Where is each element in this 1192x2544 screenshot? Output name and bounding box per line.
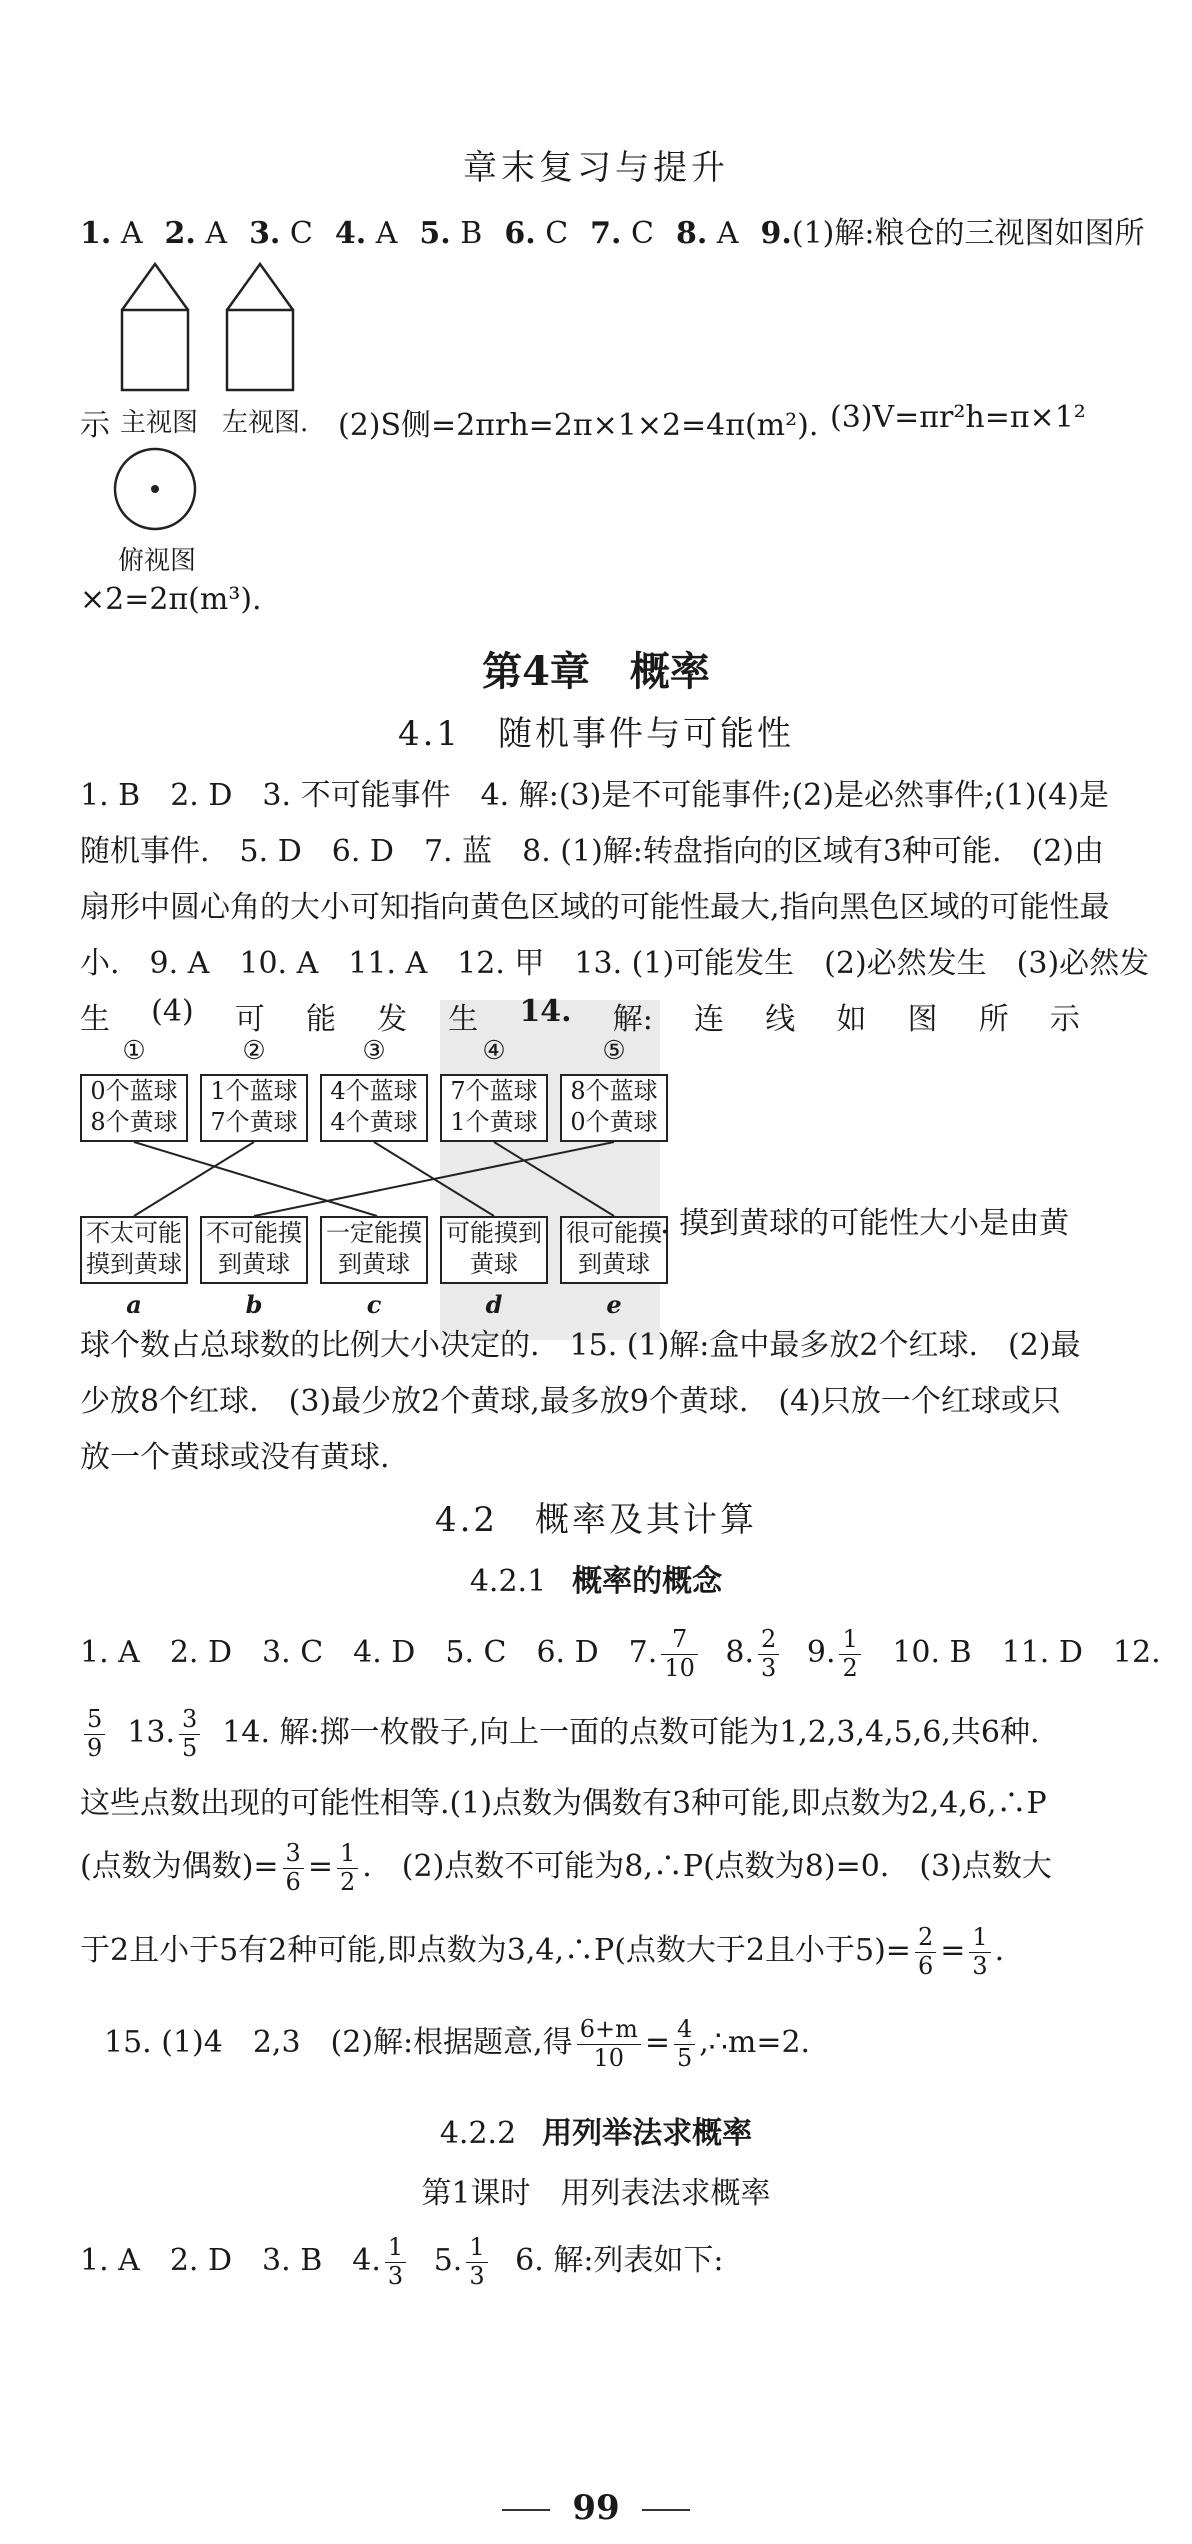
bottom-likelihood-box: 不太可能 摸到黄球 [80, 1216, 188, 1284]
diagram-letter: d [485, 1290, 503, 1319]
review-answer-part: A [707, 216, 739, 251]
fraction: $\frac{1}{2}$ [337, 1840, 358, 1896]
s41-line-1: 1. B 2. D 3. 不可能事件 4. 解:(3)是不可能事件;(2)是必然事件;(1)(4)是 [80, 778, 1110, 813]
review-answer-part: C [621, 216, 654, 251]
top-view-caption: 俯视图 [118, 546, 197, 576]
diagram-number: ① [122, 1036, 146, 1066]
diagram-letter: a [126, 1290, 142, 1319]
diagram-number: ③ [362, 1036, 386, 1066]
chapter-title: 第4章 概率 [482, 648, 710, 695]
fraction: $\frac{1}{3}$ [969, 1924, 990, 1980]
fraction: $\frac{2}{6}$ [915, 1924, 936, 1980]
justified-word: 可 [234, 1002, 265, 1037]
justified-word: 示 [1049, 1002, 1080, 1037]
review-answer-part: 4. [334, 216, 367, 251]
justified-word: 如 [836, 1002, 867, 1037]
review-answer-part: 7. [590, 216, 622, 251]
review-answer-part: A [366, 216, 398, 251]
section-4-2-1-number: 4.2.1 [469, 1564, 547, 1599]
section-4-1-title: 4.1 随机事件与可能性 [397, 714, 795, 754]
fraction: $\frac{5}{9}$ [84, 1706, 105, 1762]
lesson-title: 第1课时 用列表法求概率 [421, 2176, 771, 2211]
section-4-2-1-name: 概率的概念 [572, 1564, 723, 1599]
diagram-number: ⑤ [602, 1036, 626, 1066]
review-answer-part: 2. [164, 216, 196, 251]
footer-dash-left [502, 2509, 550, 2511]
bottom-likelihood-box: 很可能摸 到黄球 [560, 1216, 668, 1284]
s42-line-1: 1. A 2. D 3. C 4. D 5. C 6. D 7. $\frac{7}{10}$ 8. $\frac{2}{3}$ 9. $\frac{1}{2}$ 10. B 11. D 12. [80, 1625, 1161, 1682]
bottom-likelihood-box: 一定能摸 到黄球 [320, 1216, 428, 1284]
top-ball-box: 7个蓝球 1个黄球 [440, 1074, 548, 1142]
review-answer-part: C [280, 216, 313, 251]
s41-line-6: 球个数占总球数的比例大小决定的. 15. (1)解:盒中最多放2个红球. (2)最 [80, 1328, 1081, 1363]
justified-word: 发 [377, 1002, 408, 1037]
section-4-2-1-title [0, 1556, 1192, 1600]
fraction: $\frac{6+m}{10}$ [577, 2016, 641, 2072]
fraction: $\frac{3}{6}$ [283, 1840, 304, 1896]
s42-line-2: $\frac{5}{9}$ 13. $\frac{3}{5}$ 14. 解:掷一枚骰子,向上一面的点数可能为1,2,3,4,5,6,共6种. [80, 1706, 1040, 1762]
top-ball-box: 4个蓝球 4个黄球 [320, 1074, 428, 1142]
review-part2: (2)S侧=2πrh=2π×1×2=4π(m²). [338, 408, 819, 443]
section-4-2-title: 4.2 概率及其计算 [434, 1500, 758, 1540]
diagram-number: ④ [482, 1036, 506, 1066]
review-answer-part: A [111, 216, 143, 251]
justified-word: (4) [151, 994, 194, 1029]
review-answer-part: (1)解:粮仓的三视图如图所 [791, 216, 1145, 251]
review-answer-part: 1. [80, 216, 112, 251]
diagram-letter: b [245, 1290, 263, 1319]
review-answer-part: C [535, 216, 569, 251]
diagram-letter: c [366, 1290, 382, 1319]
page-number: 99 [572, 2488, 620, 2528]
bottom-likelihood-box: 不可能摸 到黄球 [200, 1216, 308, 1284]
fraction: $\frac{7}{10}$ [661, 1626, 698, 1682]
front-view-caption: 主视图 [120, 408, 199, 438]
fraction: $\frac{1}{3}$ [466, 2234, 487, 2290]
footer-dash-right [642, 2509, 690, 2511]
justified-word: 所 [978, 1002, 1009, 1037]
review-title: 章末复习与提升 [463, 148, 729, 188]
review-answer-part: 6. [504, 216, 536, 251]
top-ball-box: 0个蓝球 8个黄球 [80, 1074, 188, 1142]
diagram-number: ② [242, 1036, 266, 1066]
s42-line-3: 这些点数出现的可能性相等.(1)点数为偶数有3种可能,即点数为2,4,6,∴P [80, 1786, 1047, 1821]
review-answer-part: 3. [249, 216, 281, 251]
review-answer-part: 9. [760, 216, 792, 251]
s41-line-4: 小. 9. A 10. A 11. A 12. 甲 13. (1)可能发生 (2)必然发生 (3)必然发 [80, 946, 1150, 981]
section-4-2-2-number: 4.2.2 [439, 2116, 517, 2151]
justified-word: 连 [694, 1002, 725, 1037]
s42-line-5: 于2且小于5有2种可能,即点数为3,4,∴P(点数大于2且小于5)= $\frac{2}{6}$ = $\frac{1}{3}$ . [80, 1923, 1005, 1980]
s41-line-8: 放一个黄球或没有黄球. [80, 1440, 390, 1475]
s42-line-6: 15. (1)4 2,3 (2)解:根据题意,得 $\frac{6+m}{10}$ = $\frac{4}{5}$ ,∴m=2. [104, 2015, 811, 2072]
fraction: $\frac{4}{5}$ [674, 2016, 695, 2072]
justified-word: 14. [519, 994, 572, 1029]
justified-word: 能 [305, 1002, 336, 1037]
justified-word: 图 [907, 1002, 938, 1037]
s41-line-3: 扇形中圆心角的大小可知指向黄色区域的可能性最大,指向黑色区域的可能性最 [80, 890, 1110, 925]
s41-side-text: . 摸到黄球的可能性大小是由黄 [660, 1206, 1070, 1241]
s41-line-7: 少放8个红球. (3)最少放2个黄球,最多放9个黄球. (4)只放一个红球或只 [80, 1384, 1061, 1419]
page-footer [0, 2488, 1192, 2528]
s41-line-2: 随机事件. 5. D 6. D 7. 蓝 8. (1)解:转盘指向的区域有3种可能. (2)由 [80, 834, 1104, 869]
s42-line-4: (点数为偶数)= $\frac{3}{6}$ = $\frac{1}{2}$ . (2)点数不可能为8,∴P(点数为8)=0. (3)点数大 [80, 1839, 1052, 1896]
s422-line-1: 1. A 2. D 3. B 4. $\frac{1}{3}$ 5. $\frac{1}{3}$ 6. 解:列表如下: [80, 2233, 724, 2290]
review-answer-part: B [450, 216, 483, 251]
section-4-2-2-title [0, 2108, 1192, 2152]
section-4-2-2-name: 用列举法求概率 [542, 2116, 753, 2151]
justified-word: 解: [612, 1002, 653, 1037]
review-answer-part: A [195, 216, 228, 251]
review-cont-start: 示 [80, 408, 110, 443]
justified-word: 生 [448, 1002, 479, 1037]
top-ball-box: 8个蓝球 0个黄球 [560, 1074, 668, 1142]
review-line-end: ×2=2π(m³). [80, 582, 262, 617]
fraction: $\frac{1}{2}$ [839, 1626, 860, 1682]
justified-word: 线 [765, 1002, 796, 1037]
top-ball-box: 1个蓝球 7个黄球 [200, 1074, 308, 1142]
fraction: $\frac{3}{5}$ [179, 1706, 200, 1762]
justified-word: 生 [80, 1002, 110, 1037]
fraction: $\frac{1}{3}$ [385, 2234, 406, 2290]
left-view-caption: 左视图. [222, 408, 309, 438]
bottom-likelihood-box: 可能摸到 黄球 [440, 1216, 548, 1284]
review-part3: (3)V=πr²h=π×1² [830, 400, 1086, 435]
fraction: $\frac{2}{3}$ [758, 1626, 779, 1682]
review-answer-part: 5. [419, 216, 451, 251]
review-answer-part: 8. [676, 216, 708, 251]
diagram-letter: e [606, 1290, 622, 1319]
